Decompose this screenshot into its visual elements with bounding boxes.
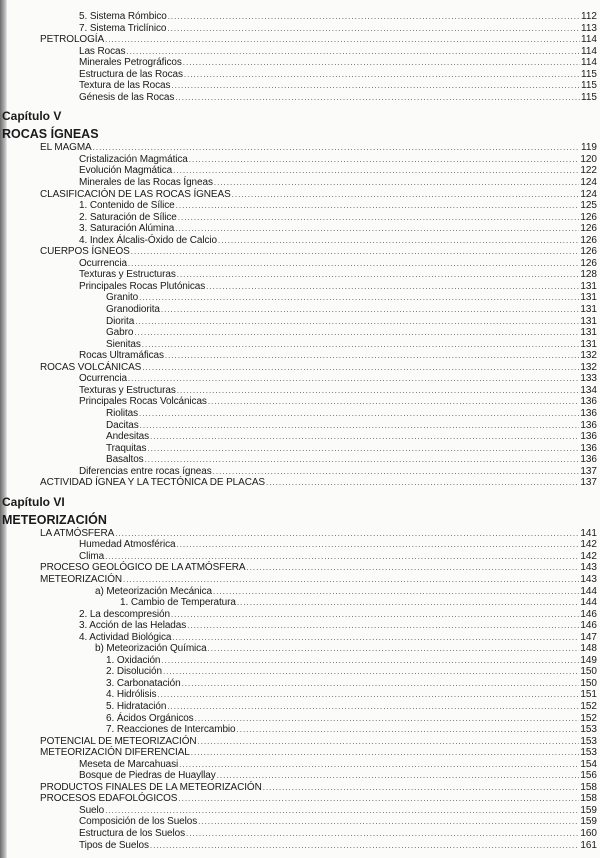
toc-entry — [0, 528, 600, 540]
toc-entry-title: Las Rocas — [79, 45, 126, 57]
toc-entry-title: 6. Ácidos Orgánicos — [106, 712, 194, 724]
toc-entry-title: Basaltos — [106, 454, 144, 466]
toc-page-number: 131 — [580, 338, 597, 350]
toc-entry-title: a) Meteorización Mecánica — [95, 585, 212, 597]
toc-page-number: 141 — [580, 527, 597, 539]
dot-leader — [176, 539, 579, 551]
toc-entry — [0, 620, 600, 632]
toc-entry — [0, 189, 600, 201]
dot-leader — [115, 528, 579, 540]
toc-page-number: 124 — [580, 188, 597, 200]
toc-page-number: 142 — [580, 539, 597, 551]
dot-leader — [195, 713, 580, 725]
toc-entry — [0, 551, 600, 563]
toc-entry — [0, 408, 600, 420]
toc-page-number: 131 — [580, 327, 597, 339]
dot-leader — [218, 235, 579, 247]
toc-entry-title: Suelo — [79, 804, 105, 816]
toc-entry — [0, 11, 600, 23]
toc-entry-title: 2. Saturación de Sílice — [79, 211, 177, 223]
toc-entry-title: METEORIZACIÓN DIFERENCIAL — [40, 747, 190, 759]
dot-leader — [134, 327, 579, 339]
toc-entry-title: 2. La descompresión — [79, 608, 170, 620]
toc-entry-title: Estructura de las Rocas — [79, 68, 183, 80]
toc-entry — [0, 597, 600, 609]
toc-entry — [0, 246, 600, 258]
toc-entry-title: Ocurrencia — [79, 373, 127, 385]
toc-page-number: 126 — [580, 234, 597, 246]
toc-entry-title: 4. Hidrólisis — [106, 689, 157, 701]
dot-leader — [171, 609, 579, 621]
toc-entry — [0, 736, 600, 748]
toc-entry-title: Riolitas — [106, 407, 138, 419]
toc-entry-title: Dacitas — [106, 419, 139, 431]
toc-page-number: 152 — [580, 712, 597, 724]
toc-entry — [0, 23, 600, 35]
toc-page-number: 114 — [581, 57, 597, 69]
toc-entry — [0, 339, 600, 351]
toc-entry-title: 7. Reacciones de Intercambio — [106, 724, 236, 736]
toc-entry-title: 3. Acción de las Heladas — [79, 620, 187, 632]
dot-leader — [93, 142, 580, 154]
toc-entry — [0, 46, 600, 58]
toc-entry-title: Clima — [79, 550, 105, 562]
toc-entry-title: Andesitas — [106, 431, 150, 443]
toc-entry — [0, 34, 600, 46]
dot-leader — [177, 385, 580, 397]
toc-page-number: 160 — [580, 828, 597, 839]
dot-leader — [191, 747, 580, 759]
toc-entry-title: Evolución Magmática — [79, 165, 173, 177]
toc-entry — [0, 177, 600, 189]
dot-leader — [189, 154, 580, 166]
toc-entry-title: 4. Actividad Biológica — [79, 631, 172, 643]
dot-leader — [232, 189, 580, 201]
dot-leader — [263, 782, 580, 794]
toc-page-number: 128 — [580, 269, 597, 281]
dot-leader — [126, 46, 580, 58]
table-of-contents — [0, 11, 600, 851]
dot-leader — [178, 793, 579, 805]
toc-entry — [0, 69, 600, 81]
toc-entry-title: Principales Rocas Volcánicas — [79, 396, 207, 408]
toc-page-number: 136 — [580, 419, 597, 431]
dot-leader — [168, 11, 580, 23]
toc-page-number: 132 — [580, 350, 597, 362]
toc-entry-title: Principales Rocas Plutónicas — [79, 280, 206, 292]
chapter-title: ROCAS ÍGNEAS — [2, 127, 99, 142]
toc-entry — [0, 327, 600, 339]
toc-entry-title: Sienitas — [106, 338, 141, 350]
toc-page-number: 124 — [580, 177, 597, 189]
toc-entry-title: CLASIFICACIÓN DE LAS ROCAS ÍGNEAS — [40, 188, 231, 200]
toc-entry — [0, 724, 600, 736]
toc-entry — [0, 292, 600, 304]
toc-page-number: 147 — [580, 631, 597, 643]
toc-page-number: 159 — [580, 816, 597, 828]
toc-entry — [0, 200, 600, 212]
toc-entry — [0, 362, 600, 374]
dot-leader — [171, 80, 580, 92]
toc-entry-title: Granodiorita — [106, 304, 160, 316]
toc-page-number: 136 — [580, 407, 597, 419]
toc-entry-title: ROCAS VOLCÁNICAS — [40, 361, 142, 373]
toc-page-number: 156 — [580, 770, 597, 782]
dot-leader — [150, 840, 579, 852]
toc-entry-title: PRODUCTOS FINALES DE LA METEORIZACIÓN — [40, 781, 262, 793]
dot-leader — [206, 281, 579, 293]
chapter-title: METEORIZACIÓN — [2, 512, 107, 527]
dot-leader — [131, 246, 580, 258]
toc-entry — [0, 92, 600, 104]
toc-entry-title: Génesis de las Rocas — [79, 91, 175, 103]
toc-page-number: 133 — [580, 373, 597, 385]
toc-entry — [0, 165, 600, 177]
toc-page-number: 134 — [580, 384, 597, 396]
toc-page-number: 115 — [581, 68, 597, 80]
toc-page-number: 136 — [580, 442, 597, 454]
toc-page-number: 113 — [581, 22, 597, 34]
toc-entry — [0, 770, 600, 782]
toc-entry-title: Texturas y Estructuras — [79, 269, 176, 281]
toc-entry — [0, 586, 600, 598]
toc-entry — [0, 431, 600, 443]
toc-entry-title: Bosque de Piedras de Huayllay — [79, 770, 216, 782]
dot-leader — [237, 724, 580, 736]
toc-entry — [0, 396, 600, 408]
toc-page-number: 146 — [580, 620, 597, 632]
toc-entry — [0, 373, 600, 385]
toc-entry-title: 1. Cambio de Temperatura — [120, 597, 236, 609]
dot-leader — [123, 574, 579, 586]
dot-leader — [142, 339, 580, 351]
toc-entry — [0, 539, 600, 551]
toc-entry — [0, 759, 600, 771]
toc-page-number: 112 — [581, 11, 597, 22]
toc-page-number: 125 — [580, 200, 597, 212]
toc-entry-title: Minerales de las Rocas Ígneas — [79, 177, 213, 189]
toc-page-number: 144 — [580, 585, 597, 597]
dot-leader — [175, 223, 579, 235]
toc-entry — [0, 805, 600, 817]
toc-entry — [0, 678, 600, 690]
toc-page-number: 115 — [581, 91, 597, 103]
toc-entry — [0, 713, 600, 725]
toc-entry-title: Traquitas — [106, 442, 147, 454]
toc-entry — [0, 828, 600, 840]
toc-page-number: 126 — [580, 246, 597, 258]
toc-page-number: 149 — [580, 654, 597, 666]
toc-entry-title: 2. Disolución — [106, 666, 162, 678]
toc-page-number: 158 — [580, 793, 597, 805]
toc-entry-title: 1. Contenido de Sílice — [79, 200, 175, 212]
dot-leader — [179, 759, 579, 771]
toc-entry-title: Minerales Petrográficos — [79, 57, 182, 69]
toc-entry-title: 1. Oxidación — [106, 654, 161, 666]
toc-entry-title: PROCESO GEOLÓGICO DE LA ATMÓSFERA — [40, 562, 246, 574]
dot-leader — [187, 620, 579, 632]
dot-leader — [213, 586, 579, 598]
toc-entry — [0, 304, 600, 316]
toc-page-number: 131 — [580, 280, 597, 292]
dot-leader — [145, 454, 580, 466]
toc-entry-title: 4. Index Álcalis-Óxido de Calcio — [79, 234, 217, 246]
dot-leader — [208, 396, 579, 408]
dot-leader — [157, 689, 579, 701]
toc-page-number: 161 — [580, 839, 597, 851]
toc-entry — [0, 154, 600, 166]
toc-entry-title: 5. Sistema Rómbico — [79, 11, 167, 22]
toc-page-number: 158 — [580, 781, 597, 793]
dot-leader — [184, 69, 580, 81]
dot-leader — [182, 678, 580, 690]
dot-leader — [198, 736, 580, 748]
toc-page-number: 115 — [581, 80, 597, 92]
toc-entry-title: Ocurrencia — [79, 257, 127, 269]
dot-leader — [128, 373, 579, 385]
toc-page-number: 131 — [580, 292, 597, 304]
toc-entry — [0, 643, 600, 655]
toc-entry-title: LA ATMÓSFERA — [40, 527, 115, 539]
toc-page-number: 126 — [580, 223, 597, 235]
toc-page-number: 136 — [580, 454, 597, 466]
dot-leader — [208, 643, 580, 655]
toc-entry-title: Estructura de los Suelos — [79, 828, 185, 839]
dot-leader — [147, 443, 579, 455]
toc-entry — [0, 562, 600, 574]
toc-entry-title: POTENCIAL DE METEORIZACIÓN — [40, 735, 197, 747]
toc-entry-title: PETROLOGÍA — [40, 34, 105, 46]
toc-entry — [0, 57, 600, 69]
toc-entry-title: Granito — [106, 292, 139, 304]
toc-entry-title: b) Meteorización Química — [95, 643, 207, 655]
toc-entry — [0, 281, 600, 293]
toc-page-number: 153 — [580, 735, 597, 747]
toc-page-number: 136 — [580, 396, 597, 408]
toc-entry-title: Rocas Ultramáficas — [79, 350, 164, 362]
dot-leader — [139, 408, 579, 420]
toc-entry-title: Gabro — [106, 327, 134, 339]
toc-entry-title: 5. Hidratación — [106, 700, 167, 712]
toc-entry-title: Tipos de Suelos — [79, 839, 149, 851]
dot-leader — [167, 701, 579, 713]
dot-leader — [161, 655, 579, 667]
toc-entry — [0, 632, 600, 644]
dot-leader — [173, 165, 579, 177]
dot-leader — [161, 304, 579, 316]
toc-entry — [0, 142, 600, 154]
toc-page-number: 136 — [580, 431, 597, 443]
toc-page-number: 126 — [580, 257, 597, 269]
toc-entry-title: EL MAGMA — [40, 142, 92, 154]
toc-page-number: 132 — [580, 361, 597, 373]
dot-leader — [172, 632, 579, 644]
dot-leader — [142, 362, 579, 374]
dot-leader — [213, 466, 580, 478]
toc-entry — [0, 609, 600, 621]
toc-page-number: 143 — [580, 562, 597, 574]
toc-page-number: 126 — [580, 211, 597, 223]
toc-page-number: 142 — [580, 550, 597, 562]
toc-entry — [0, 782, 600, 794]
dot-leader — [177, 269, 580, 281]
dot-leader — [198, 816, 579, 828]
dot-leader — [150, 431, 579, 443]
dot-leader — [165, 350, 579, 362]
toc-entry-title: METEORIZACIÓN — [40, 573, 123, 585]
toc-page-number: 151 — [580, 689, 597, 701]
toc-entry — [0, 816, 600, 828]
dot-leader — [105, 805, 579, 817]
dot-leader — [176, 200, 580, 212]
toc-entry-title: 3. Saturación Alúmina — [79, 223, 175, 235]
toc-page-number: 131 — [580, 304, 597, 316]
toc-page-number: 120 — [580, 153, 597, 165]
toc-entry — [0, 747, 600, 759]
toc-entry — [0, 793, 600, 805]
toc-entry-title: Cristalización Magmática — [79, 153, 188, 165]
toc-page-number: 159 — [580, 804, 597, 816]
toc-page-number: 137 — [580, 477, 597, 489]
toc-entry — [0, 701, 600, 713]
toc-entry — [0, 235, 600, 247]
toc-entry — [0, 316, 600, 328]
toc-entry — [0, 269, 600, 281]
dot-leader — [140, 420, 580, 432]
toc-entry-title: Composición de los Suelos — [79, 816, 198, 828]
toc-entry — [0, 80, 600, 92]
toc-entry — [0, 466, 600, 478]
dot-leader — [183, 57, 580, 69]
dot-leader — [139, 292, 579, 304]
dot-leader — [178, 212, 580, 224]
toc-page-number: 114 — [581, 45, 597, 57]
toc-entry — [0, 689, 600, 701]
dot-leader — [163, 666, 579, 678]
toc-page-number: 119 — [581, 142, 597, 154]
toc-entry-title: Diferencias entre rocas ígneas — [79, 465, 212, 477]
toc-entry-title: 3. Carbonatación — [106, 677, 181, 689]
toc-entry-title: CUERPOS ÍGNEOS — [40, 246, 130, 258]
toc-entry — [0, 574, 600, 586]
toc-entry — [0, 258, 600, 270]
dot-leader — [167, 23, 580, 35]
toc-entry — [0, 477, 600, 489]
toc-entry — [0, 840, 600, 852]
toc-entry — [0, 223, 600, 235]
toc-entry-title: Texturas y Estructuras — [79, 384, 176, 396]
toc-page-number: 150 — [580, 677, 597, 689]
toc-page-number: 131 — [580, 315, 597, 327]
dot-leader — [135, 316, 579, 328]
dot-leader — [246, 562, 579, 574]
toc-entry — [0, 350, 600, 362]
toc-page-number: 114 — [581, 34, 597, 46]
dot-leader — [266, 477, 579, 489]
chapter-heading: Capítulo VI — [2, 494, 65, 509]
toc-page-number: 122 — [580, 165, 597, 177]
toc-page-number: 137 — [580, 465, 597, 477]
toc-page-number: 148 — [580, 643, 597, 655]
dot-leader — [214, 177, 579, 189]
toc-entry-title: PROCESOS EDAFOLÓGICOS — [40, 793, 178, 805]
toc-entry — [0, 385, 600, 397]
toc-page-number: 150 — [580, 666, 597, 678]
toc-entry — [0, 666, 600, 678]
toc-entry-title: Humedad Atmosférica — [79, 539, 176, 551]
toc-entry-title: 7. Sistema Triclínico — [79, 22, 167, 34]
toc-entry — [0, 212, 600, 224]
toc-page-number: 143 — [580, 573, 597, 585]
toc-entry-title: ACTIVIDAD ÍGNEA Y LA TECTÓNICA DE PLACAS — [40, 477, 265, 489]
toc-entry-title: Meseta de Marcahuasi — [79, 758, 179, 770]
toc-entry-title: Diorita — [106, 315, 135, 327]
dot-leader — [186, 828, 579, 840]
dot-leader — [128, 258, 579, 270]
toc-page-number: 144 — [580, 597, 597, 609]
chapter-heading: Capítulo V — [2, 109, 62, 124]
dot-leader — [105, 34, 580, 46]
toc-entry — [0, 420, 600, 432]
toc-page-number: 152 — [580, 700, 597, 712]
dot-leader — [237, 597, 579, 609]
dot-leader — [175, 92, 580, 104]
dot-leader — [217, 770, 580, 782]
toc-page-number: 153 — [580, 724, 597, 736]
toc-entry — [0, 454, 600, 466]
toc-page-number: 154 — [580, 758, 597, 770]
toc-page-number: 153 — [580, 747, 597, 759]
toc-entry-title: Textura de las Rocas — [79, 80, 171, 92]
toc-entry — [0, 655, 600, 667]
toc-page-number: 146 — [580, 608, 597, 620]
toc-entry — [0, 443, 600, 455]
dot-leader — [105, 551, 579, 563]
